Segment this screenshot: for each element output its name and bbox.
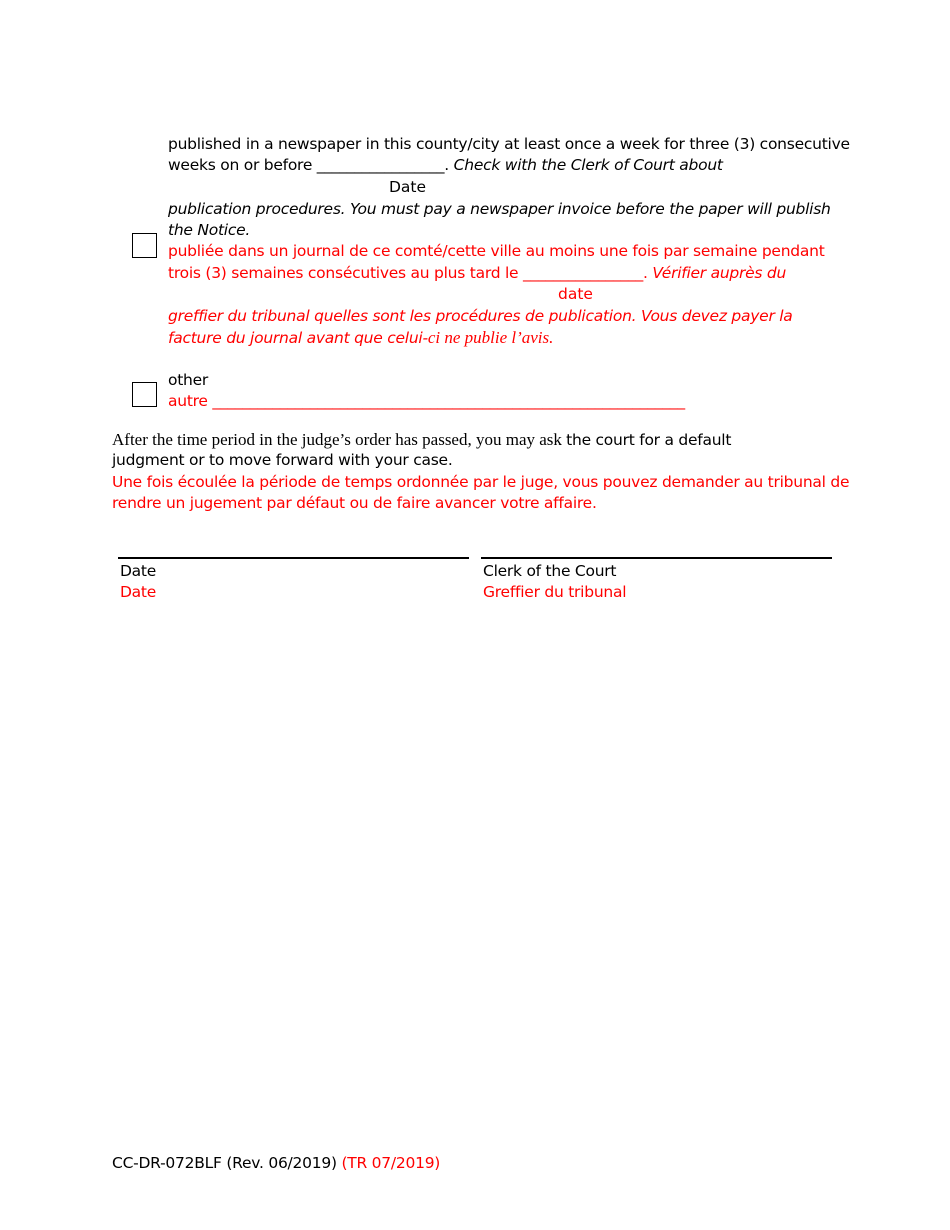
publication-checkbox[interactable] xyxy=(132,233,157,258)
footer xyxy=(112,1153,440,1174)
date-signature-line[interactable] xyxy=(118,557,469,559)
publication-en-line-3: publication procedures. You must pay a newspaper invoice before the paper will publish xyxy=(168,200,831,218)
publication-fr-line-4 xyxy=(168,327,553,349)
publication-fr-line-4-part2: ci ne publie l’avis. xyxy=(427,328,554,347)
publication-fr-date-label: date xyxy=(558,285,593,303)
other-en-label: other xyxy=(168,371,209,389)
publication-fr-line-2-text: trois (3) semaines consécutives au plus tard le ________________. xyxy=(168,264,653,282)
clerk-signature-line[interactable] xyxy=(481,557,832,559)
after-period-fr-line-1: Une fois écoulée la période de temps ordonnée par le juge, vous pouvez demander au tribunal de xyxy=(112,473,850,491)
publication-en-line-2 xyxy=(168,155,723,176)
after-period-fr-line-2: rendre un jugement par défaut ou de faire avancer votre affaire. xyxy=(112,494,597,512)
publication-en-line-1: published in a newspaper in this county/city at least once a week for three (3) consecutive xyxy=(168,135,850,153)
other-fr-field[interactable]: autre _______________________________________________________________ xyxy=(168,392,685,410)
publication-fr-line-1: publiée dans un journal de ce comté/cette ville au moins une fois par semaine pendant xyxy=(168,242,825,260)
publication-fr-line-3: greffier du tribunal quelles sont les procédures de publication. Vous devez payer la xyxy=(168,307,793,325)
clerk-label-en: Clerk of the Court xyxy=(483,562,617,580)
after-period-en-line-1-serif: After the time period in the judge’s order has passed, you may ask xyxy=(112,430,567,449)
publication-en-line-4: the Notice. xyxy=(168,221,251,239)
publication-en-date-label: Date xyxy=(389,178,427,196)
date-label-fr: Date xyxy=(120,583,157,601)
publication-en-line-2-italic: Check with the Clerk of Court about xyxy=(453,156,723,174)
footer-translation-rev: (TR 07/2019) xyxy=(341,1154,441,1172)
publication-fr-line-2-italic: Vérifier auprès du xyxy=(652,264,787,282)
after-period-en-line-2: judgment or to move forward with your case. xyxy=(112,451,453,469)
clerk-label-fr: Greffier du tribunal xyxy=(483,583,627,601)
date-label-en: Date xyxy=(120,562,157,580)
publication-fr-line-4-part1: facture du journal avant que celui- xyxy=(168,329,428,347)
after-period-en-line-1 xyxy=(112,429,731,451)
publication-fr-line-2 xyxy=(168,263,786,284)
publication-en-line-2-text: weeks on or before _________________. xyxy=(168,156,454,174)
other-checkbox[interactable] xyxy=(132,382,157,407)
after-period-en-line-1-sans: the court for a default xyxy=(566,431,732,449)
footer-form-id: CC-DR-072BLF (Rev. 06/2019) xyxy=(112,1154,342,1172)
